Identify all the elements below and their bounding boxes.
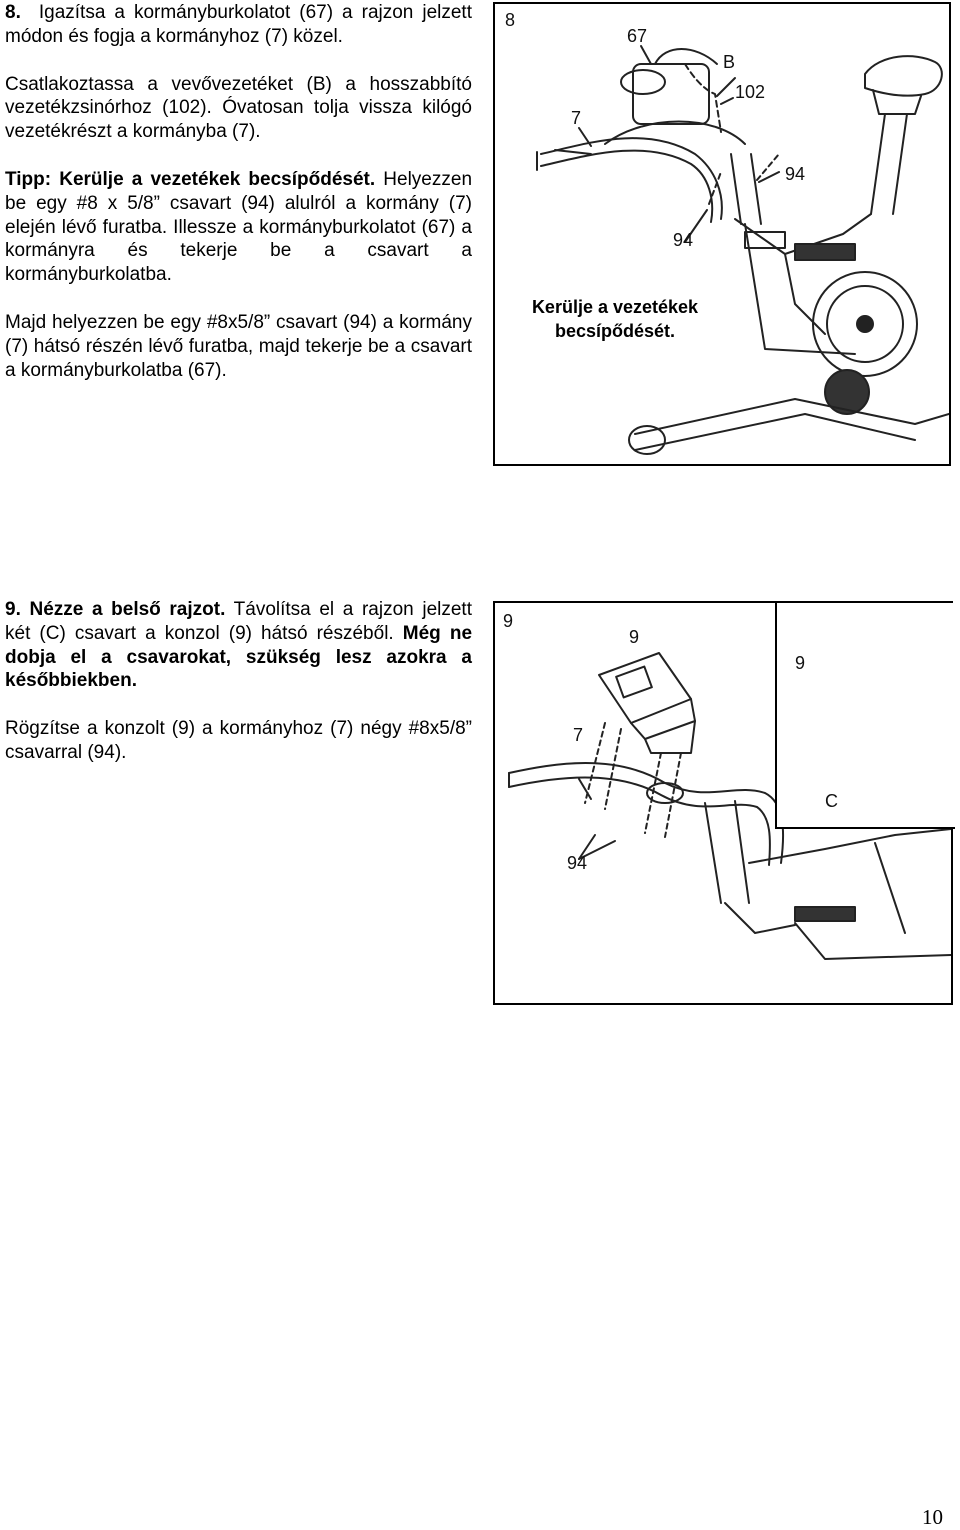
step9-para2: Rögzítse a konzolt (9) a kormányhoz (7) négy #8x5/8” csavarral (94). [5,718,472,763]
label-9-console: 9 [629,627,640,647]
label-67: 67 [627,26,648,46]
step9-heading: 9. Nézze a belső rajzot. [5,599,226,620]
tip-heading: Tipp: Kerülje a vezetékek becsípődését. [5,168,376,190]
label-94-front: 94 [673,230,694,250]
step8-text [5,1,472,382]
step8-para1: 8. Igazítsa a kormányburkolatot (67) a rajzon jelzett módon és fogja a kormányhoz (7) közel. [5,2,472,47]
label-B: B [723,52,736,72]
figure8-step-number: 8 [505,10,516,30]
step9-para1: 9. Nézze a belső rajzot. Távolítsa el a rajzon jelzett két (C) csavart a konzol (9) hátsó részéből. Még ne dobja el a csavarokat, szükség lesz azokra a későbbiekben. [5,599,473,692]
step8-para2: Csatlakoztassa a vevővezetéket (B) a hosszabbító vezetékzsinórhoz (102). Óvatosan tolja vissza kilógó vezetékrészt a kormányba (7). [5,73,472,143]
step8-tip: Tipp: Kerülje a vezetékek becsípődését. Helyezzen be egy #8 x 5/8” csavart (94) alulról a kormány (7) elején lévő furatba. Illessze a kormányburkolatot (67) a kormányra és tekerje be a csavart a kormányburkolatba. [5,168,473,286]
page-number: 10 [922,1505,943,1529]
label-7: 7 [573,725,584,745]
figure9-step-number: 9 [503,611,514,631]
inset-rear-view [775,603,955,829]
label-C: C [825,791,838,811]
label-9-inset: 9 [795,653,806,673]
label-94: 94 [567,853,588,873]
figure8-drawing [495,4,949,464]
figure-step8 [493,2,951,466]
label-94-rear: 94 [785,164,806,184]
step8-number: 8. [5,2,21,23]
step9-text [5,598,472,765]
step9-warning: Még ne dobja el a csavarokat, szükség lesz azokra a későbbiekben. [5,622,473,692]
label-102: 102 [735,82,766,102]
label-7: 7 [571,108,582,128]
step8-para4: Majd helyezzen be egy #8x5/8” csavart (94) a kormány (7) hátsó részén lévő furatba, majd tekerje be a csavart a kormányburkolatba (67). [5,311,472,381]
figure-step9 [493,601,953,1005]
pinch-warning: Kerülje a vezetékek becsípődését. [531,297,699,341]
